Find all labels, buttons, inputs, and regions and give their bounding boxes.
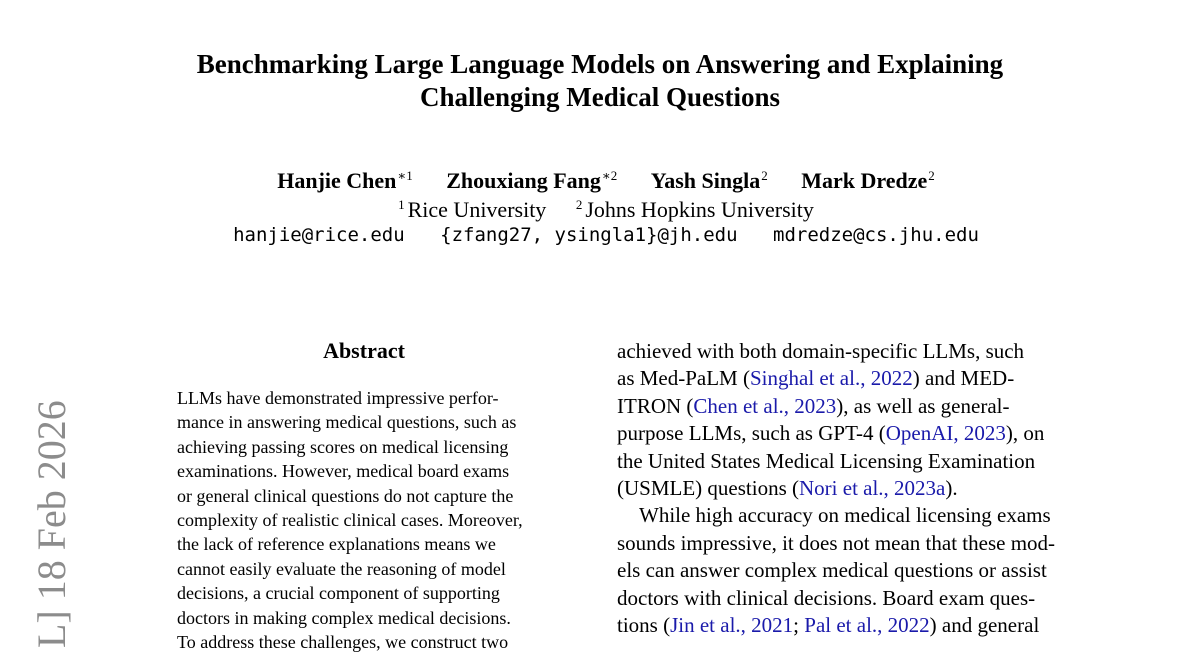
abstract-line: decisions, a crucial component of supporting [177,583,500,604]
author-mark: 2 [928,168,935,183]
email-mdredze[interactable]: mdredze@cs.jhu.edu [773,224,979,246]
body-line: sounds impressive, it does not mean that these mod- [617,530,1056,555]
citation-link[interactable]: Chen et al., 2023 [693,393,837,418]
abstract-line: LLMs have demonstrated impressive perfor- [177,388,499,408]
author-yash-singla: Yash Singla$^2$ [650,168,768,194]
abstract-line: the lack of reference explanations means we [177,534,496,555]
body-line: els can answer complex medical questions or assist [617,558,1047,583]
author-mark: ∗2 [601,168,618,183]
abstract-line: cannot easily evaluate the reasoning of model [177,558,506,579]
citation-link[interactable]: Nori et al., 2023a [799,476,946,501]
citation-link[interactable]: Pal et al., 2022 [804,613,930,638]
body-line: as Med-PaLM (Singhal et al., 2022) and MED- [617,366,1015,391]
abstract-heading: Abstract [323,338,405,363]
body-line: ITRON (Chen et al., 2023), as well as general- [617,393,1010,418]
abstract-line: or general clinical questions do not capture the [177,485,514,506]
abstract-line: complexity of realistic clinical cases. Moreover, [177,510,523,531]
abstract-line: mance in answering medical questions, such as [177,412,517,433]
affiliation-list [150,191,1062,224]
email-hanjie[interactable]: hanjie@rice.edu [233,224,405,246]
author-mark: 2 [761,168,768,183]
abstract-line: examinations. However, medical board exams [177,461,510,482]
body-line: the United States Medical Licensing Examination [617,448,1036,473]
title-line-1: Benchmarking Large Language Models on Answering and Explaining [196,49,1004,79]
body-line: While high accuracy on medical licensing exams [639,503,1051,528]
arxiv-side-stamp: L] 18 Feb 2026 [29,400,74,648]
body-line: (USMLE) questions (Nori et al., 2023a). [617,476,958,501]
citation-link[interactable]: Singhal et al., 2022 [749,366,913,391]
citation-link[interactable]: Jin et al., 2021 [670,613,794,638]
affiliation-jhu: $^2$ Johns Hopkins University [575,197,814,223]
abstract-line: To address these challenges, we construct two [177,632,509,653]
email-zfang-ysingla[interactable]: {zfang27, ysingla1}@jh.edu [440,224,738,246]
citation-link[interactable]: OpenAI, 2023 [885,421,1006,446]
author-zhouxiang-fang: Zhouxiang Fang$^{∗2}$ [446,168,618,194]
introduction-text [617,338,1060,639]
author-mark-dredze: Mark Dredze$^2$ [801,168,935,194]
author-hanjie-chen: Hanjie Chen$^{∗1}$ [277,168,413,194]
email-list [150,222,1062,248]
body-line: achieved with both domain-specific LLMs, such [617,339,1025,363]
author-mark: ∗1 [397,168,413,183]
abstract-line: doctors in making complex medical decisions. [177,607,511,628]
title-line-2: Challenging Medical Questions [419,82,781,112]
body-line: doctors with clinical decisions. Board exam ques- [617,585,1036,610]
abstract-line: achieving passing scores on medical licensing [177,436,509,457]
body-line: purpose LLMs, such as GPT-4 (OpenAI, 2023), on [617,421,1045,446]
body-line: tions (Jin et al., 2021; Pal et al., 2022) and general [617,613,1040,638]
abstract-body [177,386,552,654]
paper-title [150,48,1050,114]
affiliation-rice: $^1$ Rice University [398,197,547,223]
